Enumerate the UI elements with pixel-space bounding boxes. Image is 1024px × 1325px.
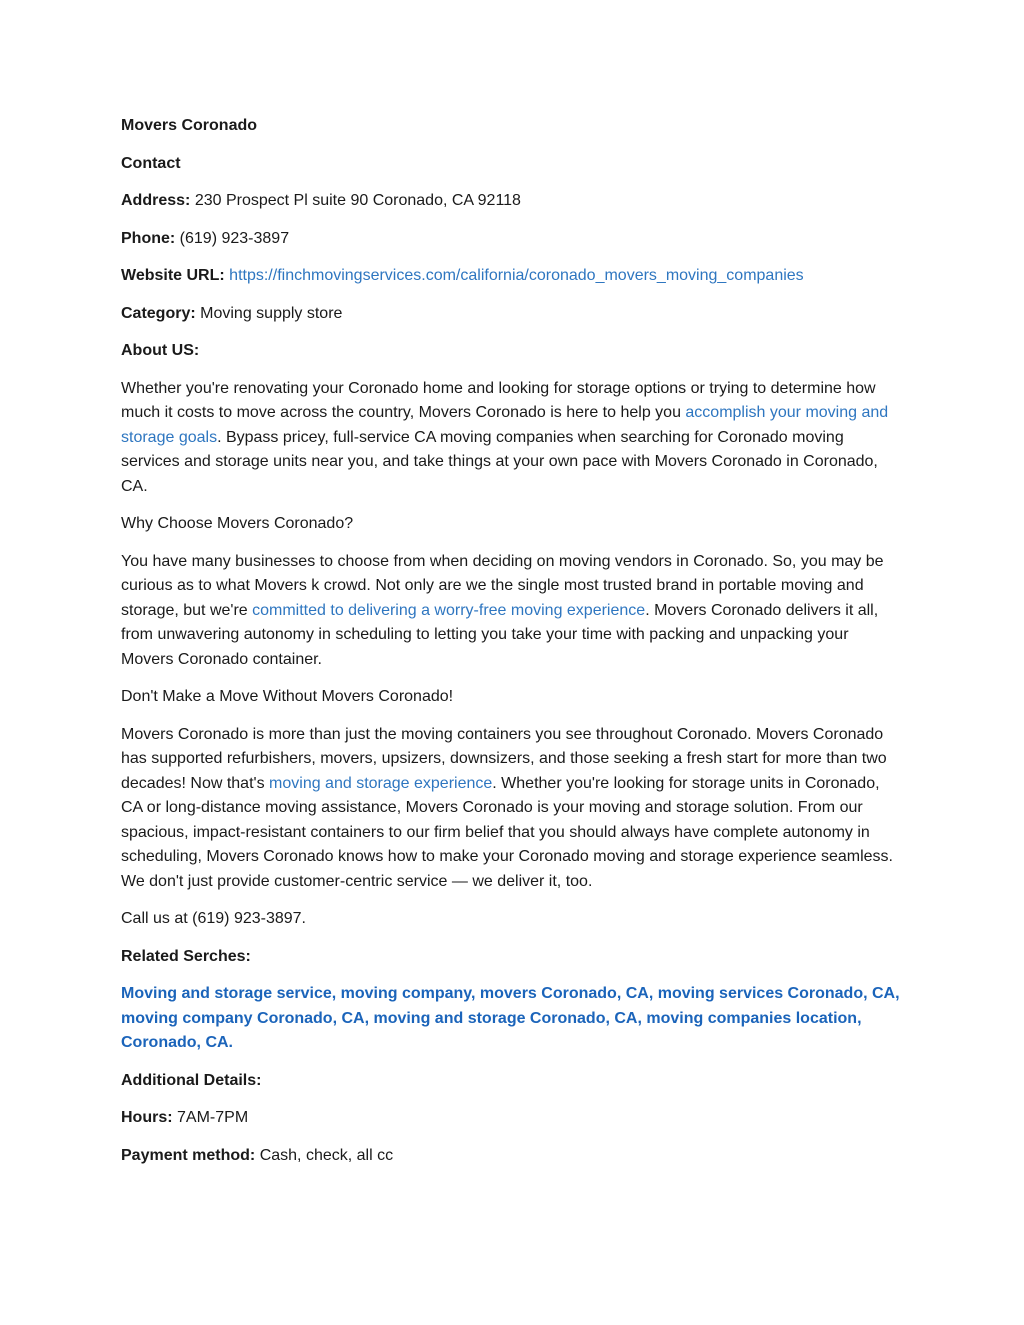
hours-value: 7AM-7PM xyxy=(177,1109,249,1126)
why-text-pre: You have many businesses to choose from when deciding on moving vendors in Coronado. So, you may be curious as to what Movers k crowd. Not only are we the single most trusted brand in portable moving and storage, but we're xyxy=(121,552,884,619)
address-label: Address: xyxy=(121,192,191,209)
website-row xyxy=(121,264,903,289)
dont-move-heading: Don't Make a Move Without Movers Coronado! xyxy=(121,688,454,705)
address-value: 230 Prospect Pl suite 90 Coronado, CA 92118 xyxy=(194,192,521,209)
dont-move-paragraph xyxy=(121,723,903,895)
about-text-pre: Whether you're renovating your Coronado home and looking for storage options or trying to determine how much it costs to move across the country, Movers Coronado is here to help you xyxy=(121,379,876,421)
why-choose-paragraph xyxy=(121,550,903,673)
dont-text-pre: Movers Coronado is more than just the moving containers you see throughout Coronado. Movers Coronado has supported refurbishers, movers, upsizers, downsizers, and those seeking a fresh start for more than two decades! Now that's xyxy=(121,725,887,792)
related-searches-keywords[interactable]: Moving and storage service, moving company, movers Coronado, CA, moving services Coronado, CA, moving company Coronado, CA, moving and storage Coronado, CA, moving companies location, Coronado, CA. xyxy=(121,985,900,1051)
payment-label: Payment method: xyxy=(121,1146,256,1164)
hours-label: Hours: xyxy=(121,1109,173,1126)
category-value: Moving supply store xyxy=(200,304,343,322)
moving-storage-experience-link[interactable]: moving and storage experience xyxy=(269,774,493,792)
phone-row xyxy=(121,227,903,252)
phone-label: Phone: xyxy=(121,229,176,247)
contact-heading: Contact xyxy=(121,154,181,172)
about-paragraph xyxy=(121,377,903,500)
phone-value: (619) 923-3897 xyxy=(179,229,290,247)
address-row xyxy=(121,189,903,214)
related-searches-heading: Related Serches: xyxy=(121,947,251,965)
about-heading: About US: xyxy=(121,342,200,359)
additional-details-heading: Additional Details: xyxy=(121,1071,262,1089)
dont-text-post: . Whether you're looking for storage units in Coronado, CA or long-distance moving assistance, Movers Coronado is your moving and storage solution. From our spacious, impact-resistant containers to our firm belief that you should always have complete autonomy in scheduling, Movers Coronado knows how to make your Coronado moving and storage experience seamless. We don't just provide customer-centric service — we deliver it, too. xyxy=(121,774,893,890)
payment-value: Cash, check, all cc xyxy=(259,1146,394,1164)
accomplish-goals-link[interactable]: accomplish your moving and storage goals xyxy=(121,404,889,446)
worry-free-experience-link[interactable]: committed to delivering a worry-free moving experience xyxy=(252,601,646,619)
about-text-post: . Bypass pricey, full-service CA moving companies when searching for Coronado moving services and storage units near you, and take things at your own pace with Movers Coronado in Coronado, CA. xyxy=(121,428,878,495)
hours-row xyxy=(121,1106,903,1131)
related-searches-links[interactable] xyxy=(121,982,903,1056)
why-choose-heading: Why Choose Movers Coronado? xyxy=(121,515,354,532)
business-name: Movers Coronado xyxy=(121,117,258,134)
category-label: Category: xyxy=(121,304,196,322)
payment-row xyxy=(121,1144,903,1169)
page-title xyxy=(121,114,903,139)
call-us-line: Call us at (619) 923-3897. xyxy=(121,910,306,927)
category-row xyxy=(121,302,903,327)
website-url-link[interactable]: https://finchmovingservices.com/california/coronado_movers_moving_companies xyxy=(229,267,804,284)
why-text-post: . Movers Coronado delivers it all, from unwavering autonomy in scheduling to letting you take your time with packing and unpacking your Movers Coronado container. xyxy=(121,601,879,668)
website-label: Website URL: xyxy=(121,267,225,284)
